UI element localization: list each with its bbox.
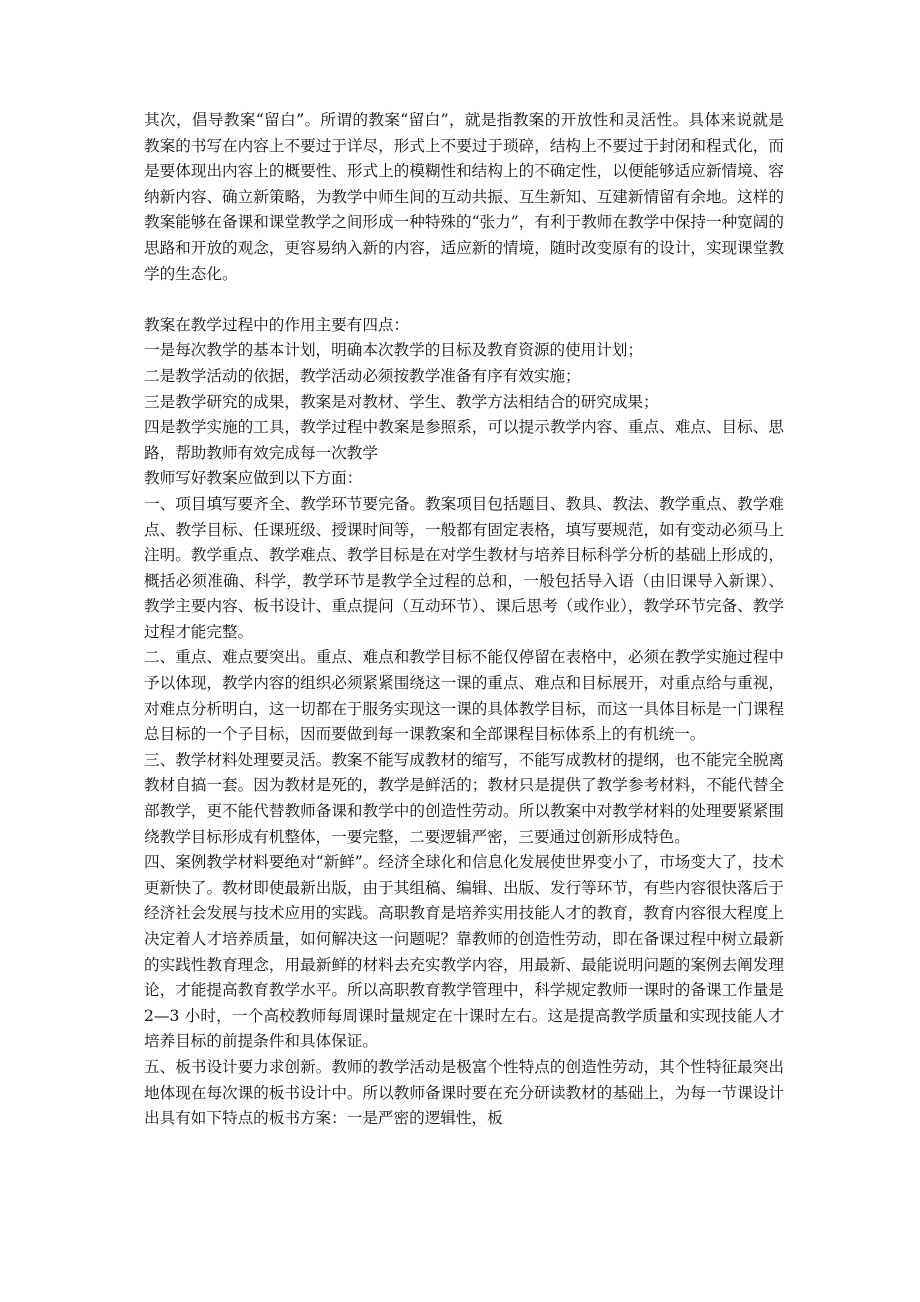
role-item-1: 一是每次教学的基本计划，明确本次教学的目标及教育资源的使用计划； — [144, 341, 644, 360]
role-item-4: 四是教学实施的工具，教学过程中教案是参照系，可以提示教学内容、重点、难点、目标、思路，帮助教师有效完成每一次教学 — [144, 418, 784, 462]
paragraph-gap — [144, 287, 784, 313]
requirement-item-4: 四、案例教学材料要绝对“新鲜”。经济全球化和信息化发展使世界变小了，市场变大了，技术更新快了。教材即使最新出版，由于其组稿、编辑、出版、发行等环节，有些内容很快落后于经济社会发展与技术应用的实践。高职教育是培养实用技能人才的教育，教育内容很大程度上决定着人才培养质量，如何解决这一问题呢？靠教师的创造性劳动，即在备课过程中树立最新的实践性教育理念，用最新鲜的材料去充实教学内容，用最新、最能说明问题的案例去阐发理论，才能提高教育教学水平。所以高职教育教学管理中，科学规定教师一课时的备课工作量是 2—3 小时，一个高校教师每周课时量规定在十课时左右。这是提高教学质量和实现技能人才培养目标的前提条件和具体保证。 — [144, 853, 784, 1051]
role-item-2: 二是教学活动的依据，教学活动必须按教学准备有序有效实施； — [144, 366, 581, 385]
document-body — [144, 108, 784, 1132]
requirement-item-3: 三、教学材料处理要灵活。教案不能写成教材的缩写，不能写成教材的提纲，也不能完全脱离教材自搞一套。因为教材是死的，教学是鲜活的；教材只是提供了教学参考材料，不能代替全部教学，更不能代替教师备课和教学中的创造性劳动。所以教案中对教学材料的处理要紧紧围绕教学目标形成有机整体，一要完整，二要逻辑严密，三要通过创新形成特色。 — [144, 750, 784, 846]
requirements-heading: 教师写好教案应做到以下方面： — [144, 469, 363, 488]
roles-heading: 教案在教学过程中的作用主要有四点： — [144, 315, 410, 334]
requirement-item-5: 五、板书设计要力求创新。教师的教学活动是极富个性特点的创造性劳动，其个性特征最突出地体现在每次课的板书设计中。所以教师备课时要在充分研读教材的基础上，为每一节课设计出具有如下特点的板书方案：一是严密的逻辑性，板 — [144, 1057, 784, 1128]
intro-paragraph: 其次，倡导教案“留白”。所谓的教案“留白”，就是指教案的开放性和灵活性。具体来说就是教案的书写在内容上不要过于详尽，形式上不要过于琐碎，结构上不要过于封闭和程式化，而是要体现出内容上的概要性、形式上的模糊性和结构上的不确定性，以便能够适应新情境、容纳新内容、确立新策略，为教学中师生间的互动共振、互生新知、互建新情留有余地。这样的教案能够在备课和课堂教学之间形成一种特殊的“张力”，有利于教师在教学中保持一种宽阔的思路和开放的观念，更容易纳入新的内容，适应新的情境，随时改变原有的设计，实现课堂教学的生态化。 — [144, 111, 784, 283]
role-item-3: 三是教学研究的成果，教案是对教材、学生、教学方法相结合的研究成果； — [144, 392, 659, 411]
requirement-item-2: 二、重点、难点要突出。重点、难点和教学目标不能仅停留在表格中，必须在教学实施过程中予以体现，教学内容的组织必须紧紧围绕这一课的重点、难点和目标展开，对重点给与重视，对难点分析明白，这一切都在于服务实现这一课的具体教学目标，而这一具体目标是一门课程总目标的一个子目标，因而要做到每一课教案和全部课程目标体系上的有机统一。 — [144, 648, 784, 744]
requirement-item-1: 一、项目填写要齐全、教学环节要完备。教案项目包括题目、教具、教法、教学重点、教学难点、教学目标、任课班级、授课时间等，一般都有固定表格，填写要规范，如有变动必须马上注明。教学重点、教学难点、教学目标是在对学生教材与培养目标科学分析的基础上形成的，概括必须准确、科学，教学环节是教学全过程的总和，一般包括导入语（由旧课导入新课）、教学主要内容、板书设计、重点提问（互动环节）、课后思考（或作业），教学环节完备、教学过程才能完整。 — [144, 494, 784, 641]
